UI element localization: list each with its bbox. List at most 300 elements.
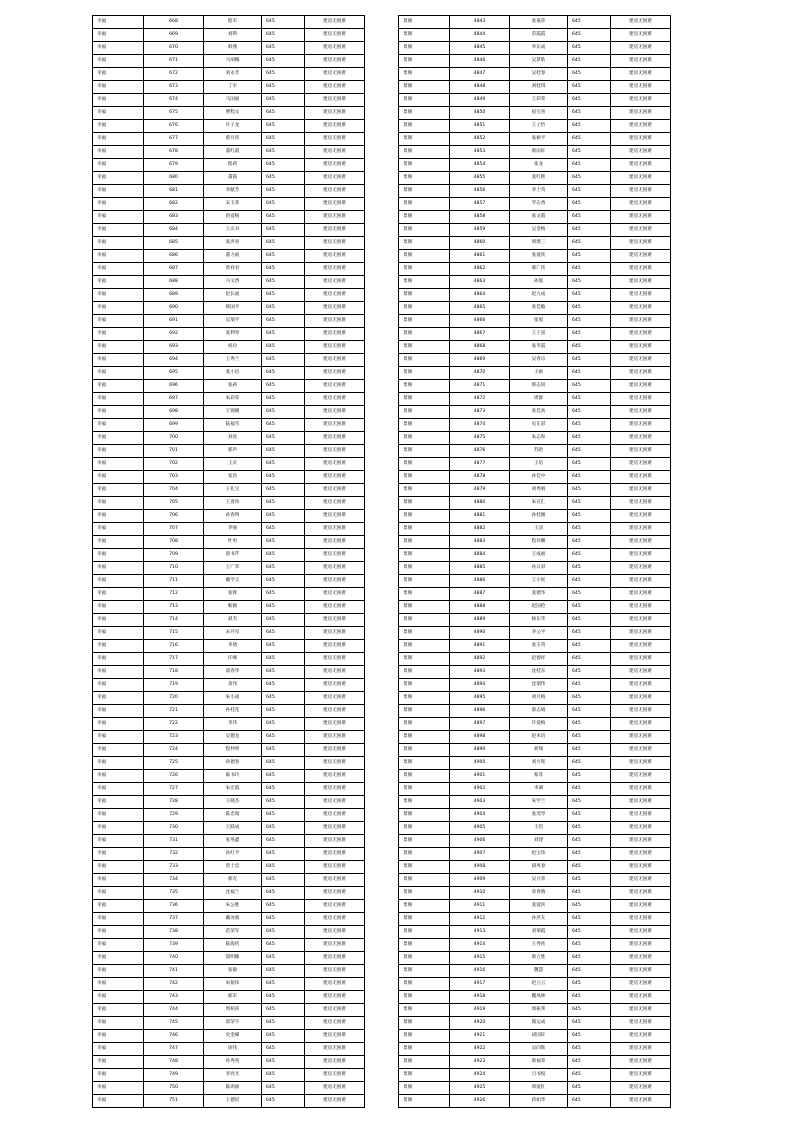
group-cell: 幸福	[93, 55, 144, 68]
table-row	[399, 185, 671, 198]
status-cell: 建房无困难	[611, 276, 671, 289]
score-cell: 645	[262, 536, 305, 549]
group-cell: 景阁	[399, 237, 450, 250]
score-cell: 645	[568, 81, 611, 94]
id-cell: 670	[144, 42, 204, 55]
id-cell: 4912	[450, 913, 510, 926]
group-cell: 景阁	[399, 757, 450, 770]
group-cell: 幸福	[93, 679, 144, 692]
status-cell: 建房无困难	[611, 523, 671, 536]
group-cell: 幸福	[93, 770, 144, 783]
group-cell: 幸福	[93, 978, 144, 991]
table-row	[399, 874, 671, 887]
id-cell: 750	[144, 1082, 204, 1095]
name-cell: 孙佳中	[510, 471, 568, 484]
table-row	[93, 315, 365, 328]
table-row	[93, 822, 365, 835]
score-cell: 645	[262, 315, 305, 328]
table-row	[93, 484, 365, 497]
table-row	[93, 705, 365, 718]
group-cell: 景阁	[399, 211, 450, 224]
table-row	[93, 887, 365, 900]
table-row	[93, 874, 365, 887]
id-cell: 721	[144, 705, 204, 718]
score-cell: 645	[262, 276, 305, 289]
id-cell: 4899	[450, 744, 510, 757]
id-cell: 4865	[450, 302, 510, 315]
table-row	[399, 29, 671, 42]
status-cell: 建房无困难	[305, 328, 365, 341]
group-cell: 景阁	[399, 406, 450, 419]
score-cell: 645	[262, 952, 305, 965]
group-cell: 景阁	[399, 1017, 450, 1030]
status-cell: 建房无困难	[305, 627, 365, 640]
status-cell: 建房无困难	[611, 562, 671, 575]
name-cell: 朱宣汇	[510, 497, 568, 510]
id-cell: 4878	[450, 471, 510, 484]
name-cell: 孙秀英	[204, 1056, 262, 1069]
id-cell: 4898	[450, 731, 510, 744]
score-cell: 645	[568, 783, 611, 796]
score-cell: 645	[262, 861, 305, 874]
status-cell: 建房无困难	[305, 562, 365, 575]
group-cell: 景阁	[399, 341, 450, 354]
name-cell: 张佳高	[510, 406, 568, 419]
table-row	[93, 406, 365, 419]
table-row	[93, 107, 365, 120]
id-cell: 4852	[450, 133, 510, 146]
status-cell: 建房无困难	[305, 900, 365, 913]
name-cell: 董霞	[204, 172, 262, 185]
score-cell: 645	[262, 523, 305, 536]
id-cell: 744	[144, 1004, 204, 1017]
name-cell: 王成福	[510, 549, 568, 562]
table-row	[399, 315, 671, 328]
status-cell: 建房无困难	[611, 133, 671, 146]
status-cell: 建房无困难	[611, 211, 671, 224]
group-cell: 景阁	[399, 900, 450, 913]
status-cell: 建房无困难	[305, 978, 365, 991]
id-cell: 680	[144, 172, 204, 185]
table-row	[399, 653, 671, 666]
id-cell: 751	[144, 1095, 204, 1108]
status-cell: 建房无困难	[611, 55, 671, 68]
score-cell: 645	[262, 432, 305, 445]
id-cell: 4884	[450, 549, 510, 562]
table-row	[93, 1069, 365, 1082]
name-cell: 董力福	[204, 250, 262, 263]
group-cell: 幸福	[93, 835, 144, 848]
id-cell: 4854	[450, 159, 510, 172]
id-cell: 734	[144, 874, 204, 887]
score-cell: 645	[568, 42, 611, 55]
group-cell: 景阁	[399, 718, 450, 731]
group-cell: 幸福	[93, 250, 144, 263]
name-cell: 余伟	[204, 679, 262, 692]
id-cell: 714	[144, 614, 204, 627]
name-cell: 蔡雨轩	[510, 146, 568, 159]
name-cell: 张德华	[510, 588, 568, 601]
id-cell: 4894	[450, 679, 510, 692]
status-cell: 建房无困难	[305, 510, 365, 523]
id-cell: 4902	[450, 783, 510, 796]
score-cell: 645	[568, 250, 611, 263]
status-cell: 建房无困难	[305, 302, 365, 315]
id-cell: 718	[144, 666, 204, 679]
status-cell: 建房无困难	[305, 445, 365, 458]
id-cell: 4901	[450, 770, 510, 783]
status-cell: 建房无困难	[611, 536, 671, 549]
score-cell: 645	[262, 1056, 305, 1069]
status-cell: 建房无困难	[305, 692, 365, 705]
table-row	[399, 575, 671, 588]
score-cell: 645	[568, 289, 611, 302]
id-cell: 712	[144, 588, 204, 601]
table-row	[93, 900, 365, 913]
id-cell: 698	[144, 406, 204, 419]
score-cell: 645	[568, 718, 611, 731]
group-cell: 景阁	[399, 107, 450, 120]
id-cell: 694	[144, 354, 204, 367]
score-cell: 645	[568, 393, 611, 406]
score-cell: 645	[262, 159, 305, 172]
group-cell: 幸福	[93, 146, 144, 159]
id-cell: 4873	[450, 406, 510, 419]
score-cell: 645	[568, 757, 611, 770]
score-cell: 645	[568, 133, 611, 146]
status-cell: 建房无困难	[305, 107, 365, 120]
status-cell: 建房无困难	[305, 185, 365, 198]
score-cell: 645	[568, 276, 611, 289]
table-row	[399, 55, 671, 68]
table-row	[399, 666, 671, 679]
name-cell: 史金娣	[204, 1030, 262, 1043]
table-row	[399, 458, 671, 471]
score-cell: 645	[262, 289, 305, 302]
name-cell: 蔡志同	[510, 380, 568, 393]
table-row	[399, 679, 671, 692]
score-cell: 645	[568, 978, 611, 991]
table-row	[93, 718, 365, 731]
group-cell: 幸福	[93, 1017, 144, 1030]
name-cell: 程莉	[204, 159, 262, 172]
group-cell: 景阁	[399, 575, 450, 588]
status-cell: 建房无困难	[611, 445, 671, 458]
group-cell: 幸福	[93, 419, 144, 432]
group-cell: 幸福	[93, 224, 144, 237]
table-row	[399, 822, 671, 835]
table-row	[93, 549, 365, 562]
status-cell: 建房无困难	[611, 341, 671, 354]
status-cell: 建房无困难	[305, 211, 365, 224]
score-cell: 645	[568, 731, 611, 744]
status-cell: 建房无困难	[611, 991, 671, 1004]
name-cell: 张文霞	[510, 211, 568, 224]
id-cell: 4864	[450, 289, 510, 302]
name-cell: 王子怡	[510, 120, 568, 133]
group-cell: 幸福	[93, 172, 144, 185]
table-row	[399, 952, 671, 965]
name-cell: 王硕	[510, 367, 568, 380]
status-cell: 建房无困难	[611, 640, 671, 653]
id-cell: 725	[144, 757, 204, 770]
name-cell: 蔡月侠	[204, 133, 262, 146]
id-cell: 4906	[450, 835, 510, 848]
table-row	[399, 211, 671, 224]
group-cell: 幸福	[93, 640, 144, 653]
id-cell: 4922	[450, 1043, 510, 1056]
score-cell: 645	[262, 575, 305, 588]
table-row	[399, 562, 671, 575]
score-cell: 645	[568, 874, 611, 887]
name-cell: 孙琚	[510, 276, 568, 289]
status-cell: 建房无困难	[305, 484, 365, 497]
id-cell: 741	[144, 965, 204, 978]
table-row	[399, 380, 671, 393]
score-cell: 645	[262, 29, 305, 42]
table-row	[93, 783, 365, 796]
name-cell: 刘永芳	[204, 68, 262, 81]
status-cell: 建房无困难	[305, 497, 365, 510]
group-cell: 景阁	[399, 354, 450, 367]
status-cell: 建房无困难	[611, 367, 671, 380]
score-cell: 645	[568, 185, 611, 198]
score-cell: 645	[262, 757, 305, 770]
score-cell: 645	[568, 692, 611, 705]
table-row	[93, 744, 365, 757]
group-cell: 景阁	[399, 783, 450, 796]
name-cell: 王晓杰	[204, 796, 262, 809]
status-cell: 建房无困难	[305, 549, 365, 562]
status-cell: 建房无困难	[611, 718, 671, 731]
group-cell: 景阁	[399, 835, 450, 848]
status-cell: 建房无困难	[611, 614, 671, 627]
id-cell: 745	[144, 1017, 204, 1030]
status-cell: 建房无困难	[305, 939, 365, 952]
id-cell: 4918	[450, 991, 510, 1004]
table-row	[93, 926, 365, 939]
status-cell: 建房无困难	[611, 393, 671, 406]
status-cell: 建房无困难	[611, 601, 671, 614]
score-cell: 645	[262, 393, 305, 406]
status-cell: 建房无困难	[611, 822, 671, 835]
group-cell: 景阁	[399, 861, 450, 874]
score-cell: 645	[568, 367, 611, 380]
id-cell: 685	[144, 237, 204, 250]
group-cell: 景阁	[399, 484, 450, 497]
score-cell: 645	[262, 16, 305, 29]
status-cell: 建房无困难	[305, 315, 365, 328]
status-cell: 建房无困难	[611, 224, 671, 237]
score-cell: 645	[568, 16, 611, 29]
name-cell: 王跃成	[204, 822, 262, 835]
score-cell: 645	[568, 536, 611, 549]
table-row	[93, 185, 365, 198]
group-cell: 景阁	[399, 42, 450, 55]
table-row	[93, 419, 365, 432]
group-cell: 幸福	[93, 133, 144, 146]
id-cell: 4880	[450, 497, 510, 510]
table-row	[93, 861, 365, 874]
score-cell: 645	[262, 718, 305, 731]
name-cell: 李士英	[510, 185, 568, 198]
id-cell: 715	[144, 627, 204, 640]
status-cell: 建房无困难	[305, 718, 365, 731]
group-cell: 景阁	[399, 588, 450, 601]
table-row	[399, 68, 671, 81]
score-cell: 645	[262, 458, 305, 471]
table-row	[399, 861, 671, 874]
table-row	[93, 913, 365, 926]
score-cell: 645	[568, 146, 611, 159]
table-row	[93, 198, 365, 211]
id-cell: 716	[144, 640, 204, 653]
score-cell: 645	[262, 770, 305, 783]
status-cell: 建房无困难	[611, 432, 671, 445]
status-cell: 建房无困难	[305, 341, 365, 354]
group-cell: 景阁	[399, 887, 450, 900]
status-cell: 建房无困难	[305, 237, 365, 250]
score-cell: 645	[262, 588, 305, 601]
table-row	[399, 250, 671, 263]
id-cell: 4882	[450, 523, 510, 536]
name-cell: 王礼宝	[204, 484, 262, 497]
score-cell: 645	[568, 965, 611, 978]
group-cell: 景阁	[399, 1082, 450, 1095]
group-cell: 幸福	[93, 523, 144, 536]
name-cell: 王庆书	[204, 224, 262, 237]
id-cell: 742	[144, 978, 204, 991]
score-cell: 645	[262, 1069, 305, 1082]
name-cell: 程仲明	[204, 744, 262, 757]
status-cell: 建房无困难	[611, 120, 671, 133]
name-cell: 张浩	[204, 471, 262, 484]
status-cell: 建房无困难	[305, 653, 365, 666]
id-cell: 4869	[450, 354, 510, 367]
score-cell: 645	[568, 679, 611, 692]
name-cell: 戴冰燕	[204, 913, 262, 926]
name-cell: 朱小成	[204, 692, 262, 705]
status-cell: 建房无困难	[611, 484, 671, 497]
id-cell: 669	[144, 29, 204, 42]
status-cell: 建房无困难	[611, 679, 671, 692]
table-row	[93, 1017, 365, 1030]
name-cell: 陈书玲	[204, 770, 262, 783]
name-cell: 朱彩荣	[204, 393, 262, 406]
status-cell: 建房无困难	[611, 185, 671, 198]
score-cell: 645	[568, 861, 611, 874]
table-row	[399, 900, 671, 913]
id-cell: 4917	[450, 978, 510, 991]
table-row	[399, 523, 671, 536]
score-cell: 645	[262, 120, 305, 133]
score-cell: 645	[568, 107, 611, 120]
group-cell: 幸福	[93, 783, 144, 796]
group-cell: 幸福	[93, 692, 144, 705]
status-cell: 建房无困难	[305, 913, 365, 926]
status-cell: 建房无困难	[611, 965, 671, 978]
id-cell: 4849	[450, 94, 510, 107]
id-cell: 4891	[450, 640, 510, 653]
table-row	[93, 367, 365, 380]
table-row	[399, 549, 671, 562]
score-cell: 645	[262, 471, 305, 484]
name-cell: 董红霞	[204, 146, 262, 159]
score-cell: 645	[568, 939, 611, 952]
status-cell: 建房无困难	[611, 29, 671, 42]
group-cell: 景阁	[399, 172, 450, 185]
group-cell: 幸福	[93, 1082, 144, 1095]
score-cell: 645	[568, 653, 611, 666]
name-cell: 张爱侠	[510, 900, 568, 913]
group-cell: 幸福	[93, 887, 144, 900]
table-row	[93, 237, 365, 250]
score-cell: 645	[262, 198, 305, 211]
status-cell: 建房无困难	[611, 354, 671, 367]
score-cell: 645	[262, 783, 305, 796]
table-row	[399, 601, 671, 614]
name-cell: 张利琴	[204, 328, 262, 341]
table-row	[93, 627, 365, 640]
id-cell: 4883	[450, 536, 510, 549]
score-cell: 645	[568, 588, 611, 601]
score-cell: 645	[568, 315, 611, 328]
score-cell: 645	[568, 510, 611, 523]
status-cell: 建房无困难	[611, 419, 671, 432]
name-cell: 张红艳	[510, 172, 568, 185]
score-cell: 645	[262, 887, 305, 900]
name-cell: 蔡志娟	[510, 705, 568, 718]
group-cell: 景阁	[399, 666, 450, 679]
status-cell: 建房无困难	[305, 744, 365, 757]
score-cell: 645	[262, 55, 305, 68]
score-cell: 645	[568, 484, 611, 497]
score-cell: 645	[262, 68, 305, 81]
status-cell: 建房无困难	[611, 94, 671, 107]
group-cell: 景阁	[399, 692, 450, 705]
name-cell: 李献芳	[204, 185, 262, 198]
id-cell: 4877	[450, 458, 510, 471]
name-cell: 孙红平	[204, 848, 262, 861]
status-cell: 建房无困难	[305, 757, 365, 770]
score-cell: 645	[568, 1043, 611, 1056]
table-row	[399, 484, 671, 497]
group-cell: 景阁	[399, 1056, 450, 1069]
table-row	[399, 94, 671, 107]
table-row	[93, 1082, 365, 1095]
id-cell: 4874	[450, 419, 510, 432]
score-cell: 645	[568, 302, 611, 315]
id-cell: 4876	[450, 445, 510, 458]
score-cell: 645	[568, 198, 611, 211]
group-cell: 景阁	[399, 978, 450, 991]
score-cell: 645	[568, 120, 611, 133]
table-row	[93, 16, 365, 29]
name-cell: 靳鹤	[204, 601, 262, 614]
group-cell: 景阁	[399, 627, 450, 640]
score-cell: 645	[568, 458, 611, 471]
name-cell: 祝玲	[204, 341, 262, 354]
id-cell: 729	[144, 809, 204, 822]
id-cell: 4851	[450, 120, 510, 133]
group-cell: 景阁	[399, 471, 450, 484]
group-cell: 景阁	[399, 640, 450, 653]
id-cell: 4910	[450, 887, 510, 900]
name-cell: 刘秀娟	[510, 484, 568, 497]
group-cell: 景阁	[399, 796, 450, 809]
name-cell: 李伟	[204, 718, 262, 731]
status-cell: 建房无困难	[611, 172, 671, 185]
